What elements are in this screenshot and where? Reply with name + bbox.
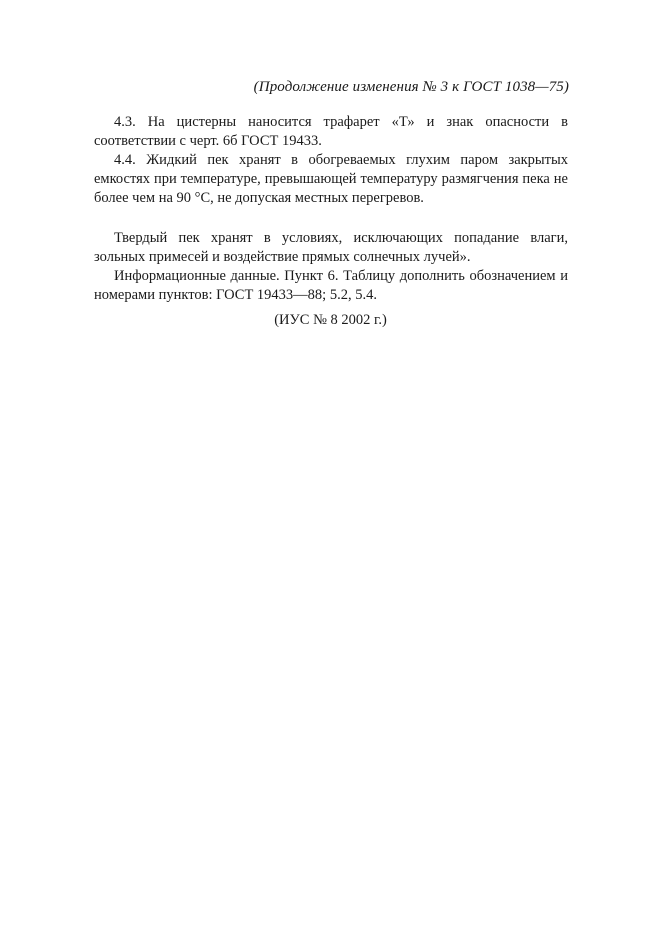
paragraph-solid-pitch-storage: Твердый пек хранят в условиях, исключающих попадание влаги, зольных примесей и воздействие прямых солнечных лучей».	[94, 230, 568, 265]
paragraph-4-4: 4.4. Жидкий пек хранят в обогреваемых глухим паром закрытых емкостях при температуре, превышающей температуру размягчения пека не более чем на 90 °С, не допуская местных перегревов.	[94, 152, 568, 206]
paragraph-4-3: 4.3. На цистерны наносится трафарет «Т» и знак опасности в соответствии с черт. 6б ГОСТ 19433.	[94, 114, 568, 149]
source-reference: (ИУС № 8 2002 г.)	[274, 312, 387, 328]
paragraph-information-data: Информационные данные. Пункт 6. Таблицу дополнить обозначением и номерами пунктов: ГОСТ 19433—88; 5.2, 5.4.	[94, 268, 568, 303]
section-solid-pitch	[94, 229, 568, 305]
section-transport-storage	[94, 113, 568, 208]
continuation-header: (Продолжение изменения № 3 к ГОСТ 1038—75)	[253, 79, 569, 95]
